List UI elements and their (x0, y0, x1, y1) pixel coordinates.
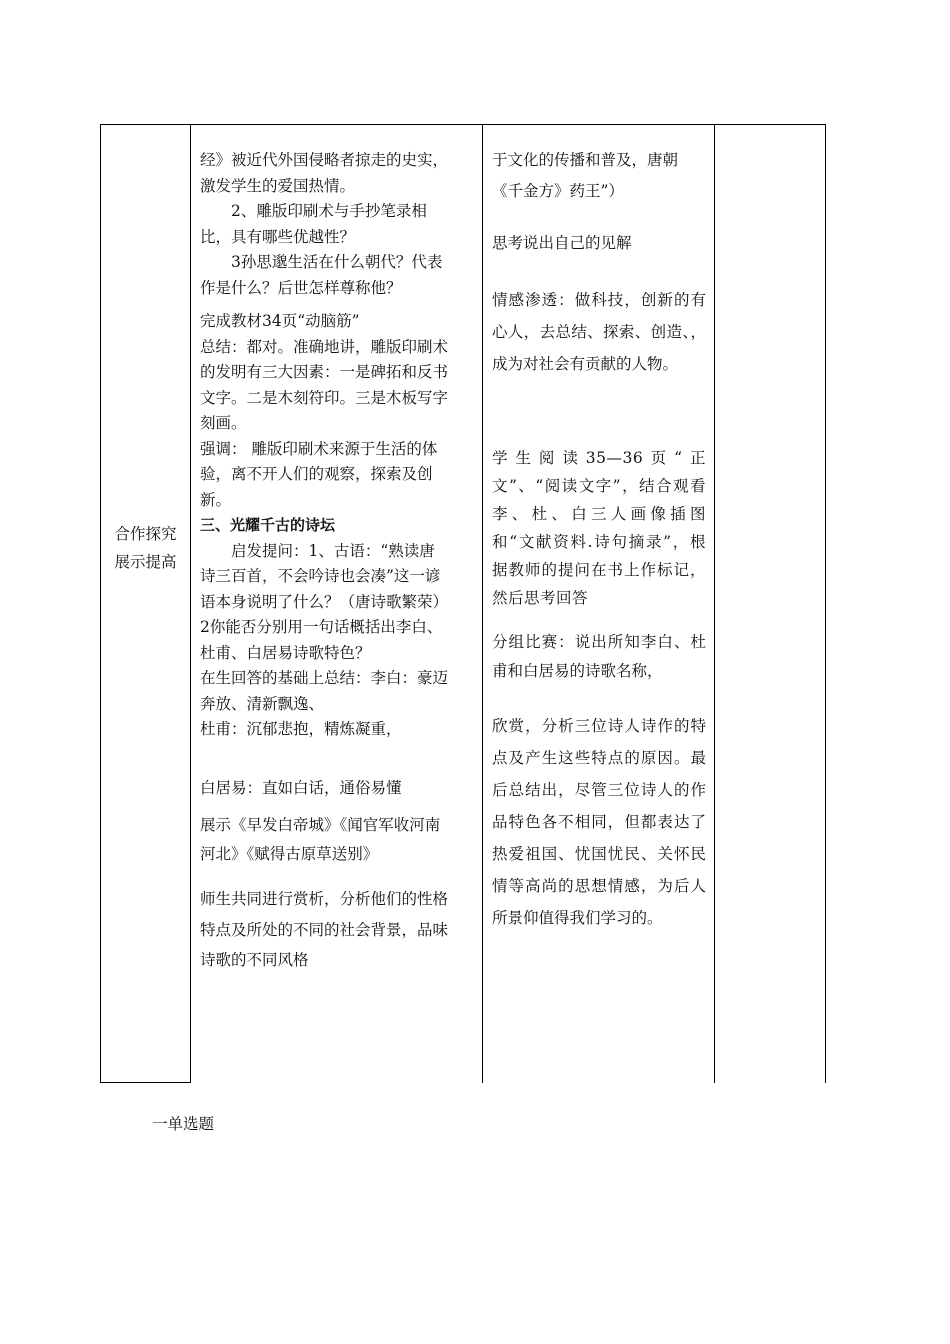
text-line: 诗歌的不同风格 (200, 951, 309, 969)
text-line: 新。 (200, 490, 232, 509)
text-line: 师生共同进行赏析，分析他们的性格 (200, 890, 449, 908)
text-line: 文字。二是木刻符印。三是木板写字 (200, 388, 449, 407)
text-line: 2、雕版印刷术与手抄笔录相 (231, 202, 427, 220)
text-line: 《千金方》药王”） (492, 181, 624, 200)
col1-bottom-border (100, 1082, 191, 1083)
text-paragraph: 情感渗透：做科技，创新的有心人，去总结、探索、创造、，成为对社会有贡献的人物。 (492, 290, 706, 373)
section-title: 一单选题 (152, 1115, 215, 1133)
text-line: 经》被近代外国侵略者掠走的史实， (200, 151, 449, 169)
text-paragraph: 欣赏，分析三位诗人诗作的特点及产生这些特点的原因。最后总结出，尽管三位诗人的作品特色各不相同，但都表达了热爱祖国、忧国忧民、关怀民情等高尚的思想情感，为后人所景仰值得我们学习的。 (492, 716, 706, 927)
text-paragraph: 学生阅读35—36页“正文”、“阅读文字”，结合观看李、杜、白三人画像插图和“文献资料.诗句摘录”，根据教师的提问在书上作标记，然后思考回答 (492, 448, 706, 607)
text-line: 语本身说明了什么？（唐诗歌繁荣） (200, 592, 449, 611)
text-line: 特点及所处的不同的社会背景，品味 (200, 920, 449, 939)
col1-right-border (190, 124, 191, 1083)
text-line: 刻画。 (200, 414, 247, 432)
text-line: 诗三百首，不会吟诗也会凑”这一谚 (200, 567, 441, 585)
text-line: 于文化的传播和普及，唐朝 (492, 151, 679, 169)
text-line: 总结：都对。准确地讲，雕版印刷术 (200, 337, 449, 356)
col1-left-border (100, 124, 101, 1083)
section-heading: 三、光耀千古的诗坛 (200, 516, 336, 534)
text-line: 激发学生的爱国热情。 (200, 176, 356, 195)
text-line: 白居易：直如白话，通俗易懂 (200, 778, 402, 797)
text-line: 比，具有哪些优越性？ (200, 227, 356, 246)
text-line: 验，离不开人们的观察，探索及创 (200, 465, 433, 483)
text-line: 奔放、清新飘逸、 (200, 694, 325, 713)
text-line: 在生回答的基础上总结：李白：豪迈 (200, 669, 449, 687)
col4-right-border (825, 124, 826, 1083)
text-line: 3孙思邈生活在什么朝代？代表 (231, 253, 443, 271)
text-line: 作是什么？后世怎样尊称他？ (200, 278, 402, 297)
student-activity-cell (492, 148, 706, 934)
col3-right-border (714, 124, 715, 1083)
col2-right-border (482, 124, 483, 1083)
text-line: 河北》《赋得古原草送别》 (200, 844, 379, 863)
text-line: 完成教材34页“动脑筋” (200, 312, 360, 330)
row-label-line2: 展示提高 (114, 552, 177, 571)
table-top-border (100, 124, 826, 125)
row-label-cell (101, 522, 190, 575)
text-line: 2你能否分别用一句话概括出李白、 (200, 618, 443, 636)
row-label-line1: 合作探究 (114, 525, 177, 543)
text-line: 杜甫、白居易诗歌特色？ (200, 643, 371, 662)
text-line: 杜甫：沉郁悲抱，精炼凝重， (200, 720, 402, 738)
text-line: 展示《早发白帝城》《闻官军收河南 (200, 816, 441, 834)
text-line: 启发提问：1、古语：“熟读唐 (231, 541, 435, 560)
text-line: 的发明有三大因素：一是碑拓和反书 (200, 363, 449, 381)
text-line: 强调： 雕版印刷术来源于生活的体 (200, 439, 438, 458)
teacher-activity-cell (200, 148, 478, 974)
text-line: 思考说出自己的见解 (492, 234, 632, 252)
text-paragraph: 分组比赛：说出所知李白、杜甫和白居易的诗歌名称， (492, 632, 706, 680)
